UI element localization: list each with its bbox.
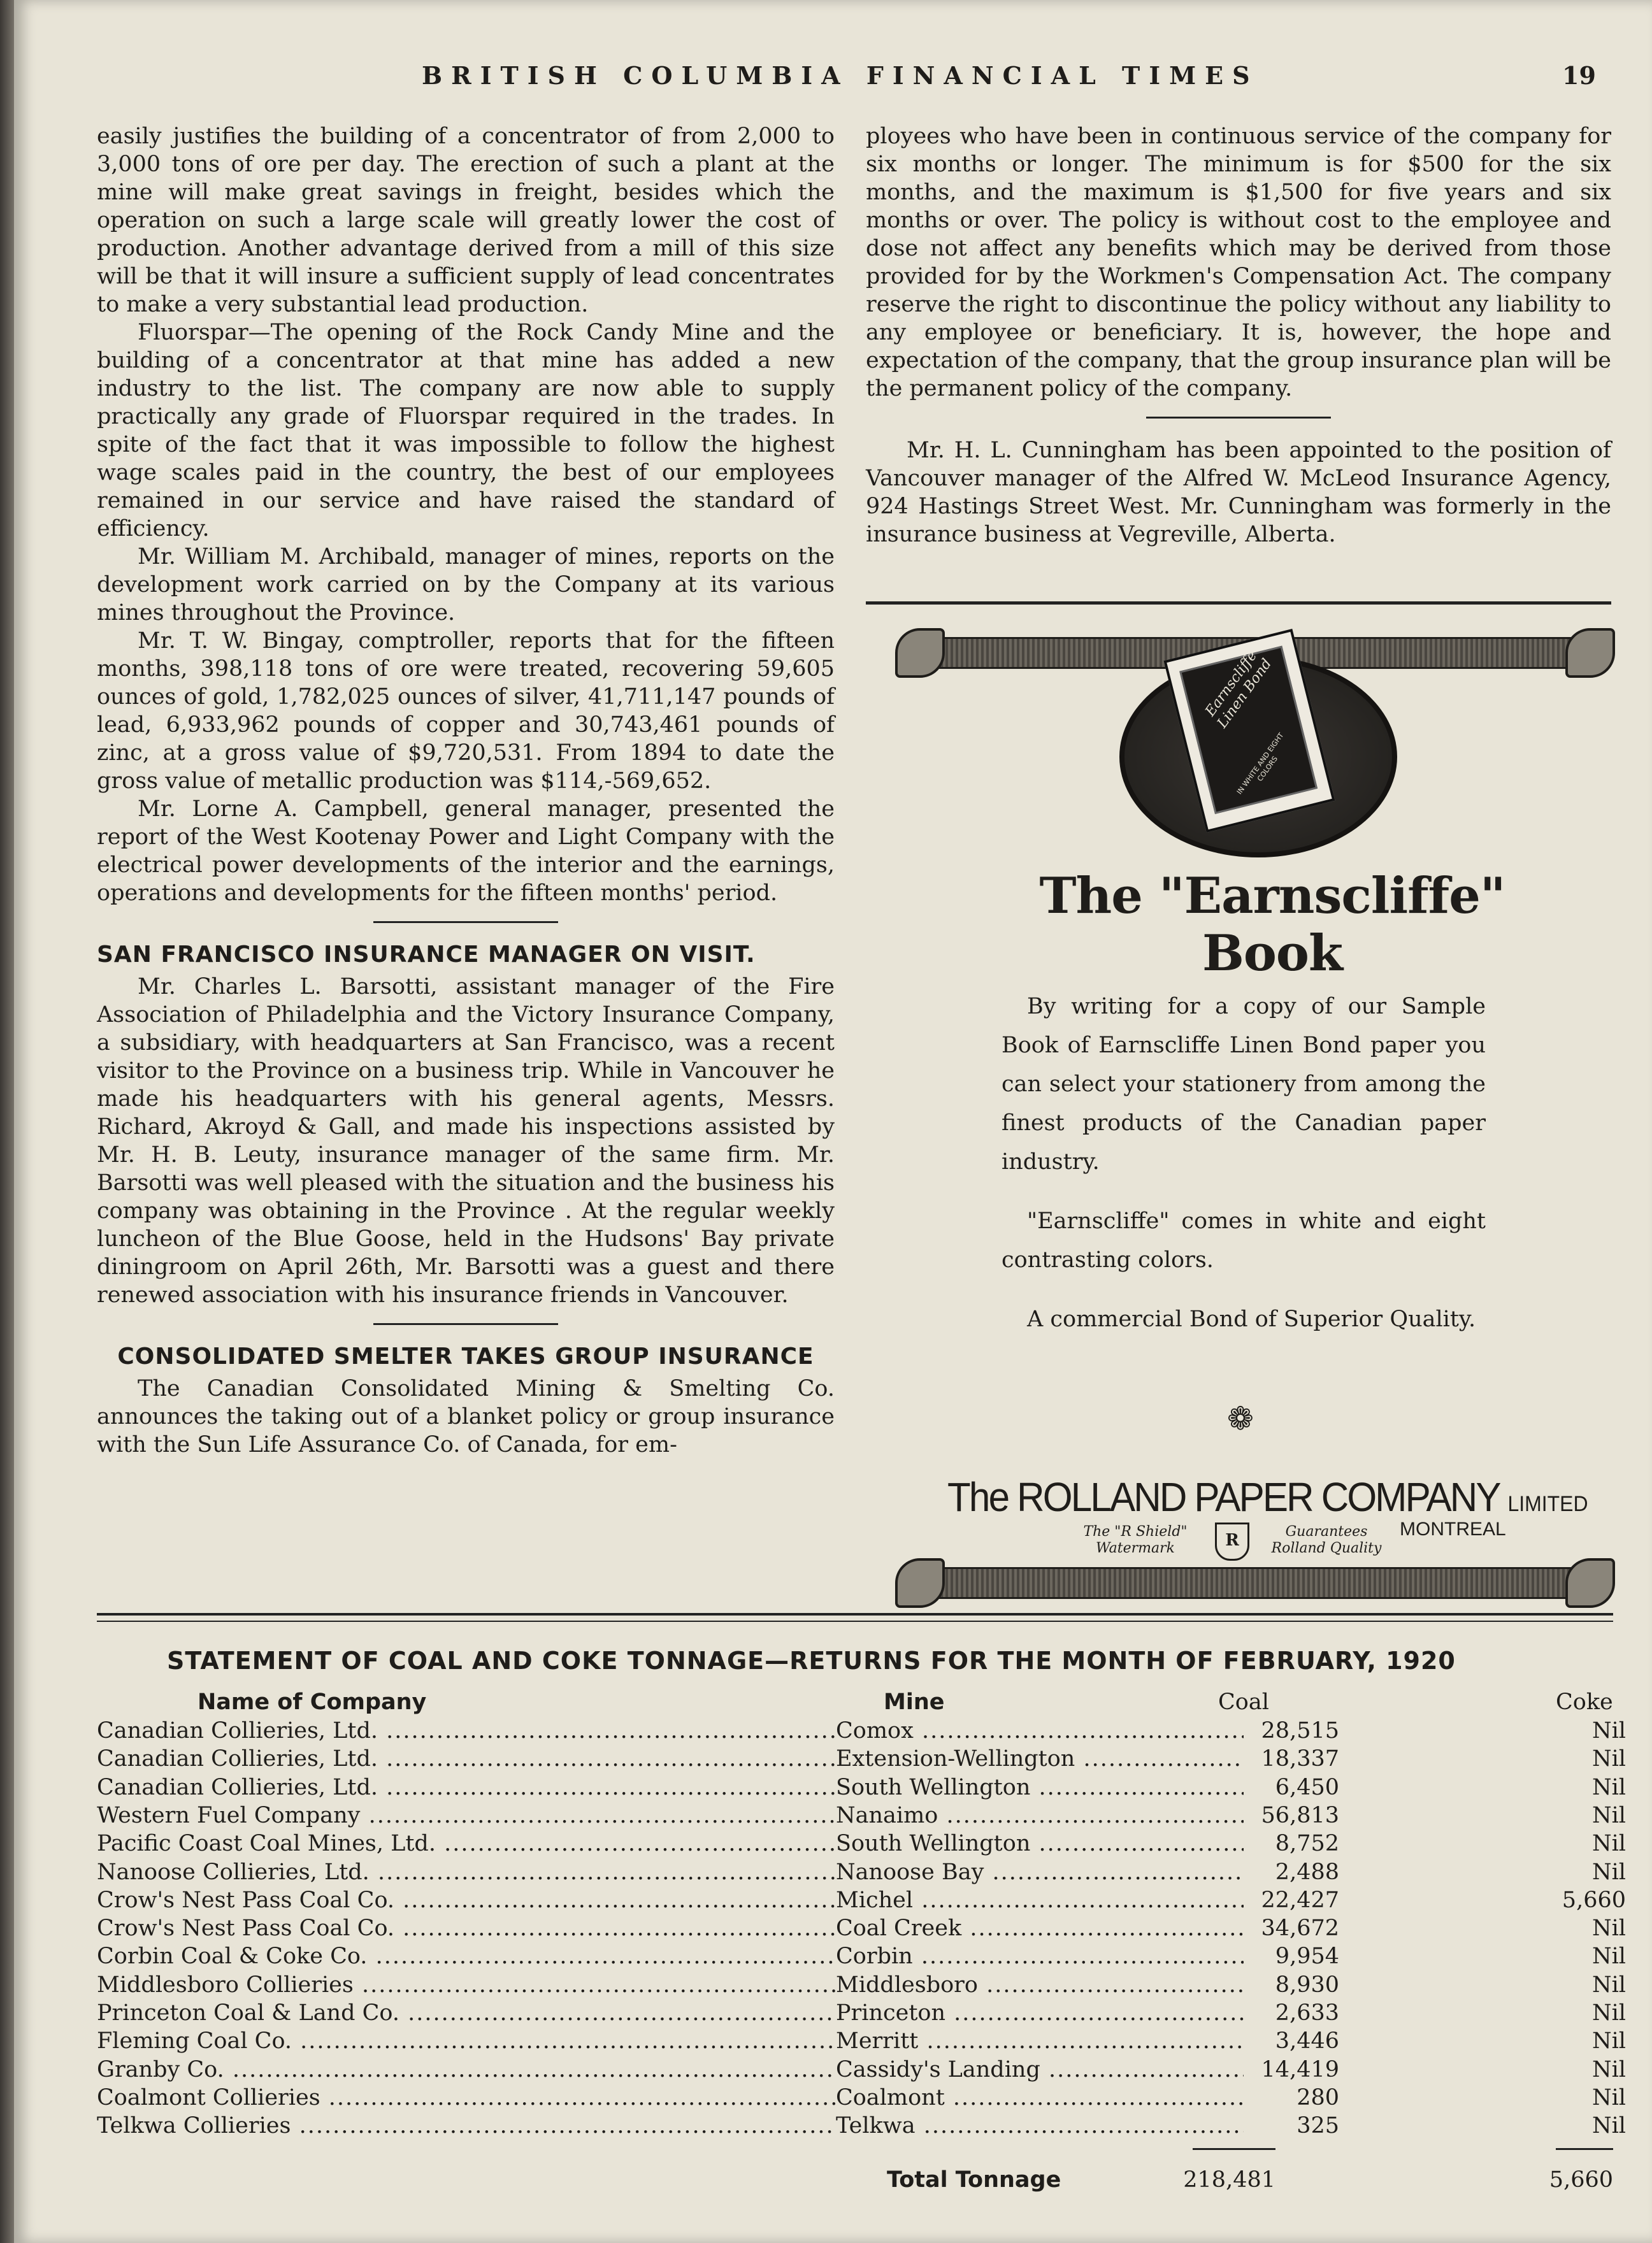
- coal-tonnage-cell: 9,954: [1275, 1944, 1339, 1970]
- table-row: [97, 2027, 1626, 2055]
- sf-insurance-paragraph: Mr. Charles L. Barsotti, assistant manager of the Fire Association of Philadelphia and the Victory Insurance Company, a subsidiary, with headquarters at San Francisco, was a recent visitor to the Province on a business trip. While in Vancouver he made his headquarters with his general agents, Messrs. Richard, Akroyd & Gall, and made his inspections assisted by Mr. H. B. Leuty, insurance manager of the same firm. Mr. Barsotti was well pleased with the situation and the business his company was obtaining in the Province . At the regular weekly luncheon of the Blue Goose, held in the Hudsons' Bay private diningroom on April 26th, Mr. Barsotti was a guest and there renewed association with his insurance friends in Vancouver.: [97, 974, 835, 1308]
- booklet-title: Earnscliffe Linen Bond: [1202, 648, 1275, 731]
- ad-top-rule: [866, 601, 1611, 605]
- mine-name-cell: Middlesboro .....: [836, 1971, 1244, 1999]
- running-head: BRITISH COLUMBIA FINANCIAL TIMES: [422, 61, 1259, 90]
- left-column: [97, 122, 835, 1459]
- ad-body: [1002, 987, 1486, 1359]
- coke-tonnage-cell: Nil: [1591, 1831, 1626, 1857]
- mine-name-cell: Michel .....: [836, 1886, 1244, 1914]
- section-divider: [373, 921, 558, 923]
- mine-name-cell: Cassidy's Landing .....: [836, 2056, 1244, 2084]
- coal-tonnage-cell: 6,450: [1275, 1774, 1339, 1800]
- table-row: [97, 1745, 1626, 1773]
- table-row: [97, 1942, 1626, 1970]
- article-paragraph: easily justifies the building of a concentrator of from 2,000 to 3,000 tons of ore per day. The erection of such a plant at the mine will make great savings in freight, besides which the operation on such a large scale will greatly lower the cost of production. Another advantage derived from a mill of this size will be that it will insure a sufficient supply of lead concentrates to make a very substantial lead production.: [97, 124, 835, 317]
- column-header-mine: Mine: [884, 1689, 945, 1715]
- company-name-cell: Nanoose Collieries, Ltd. .....: [97, 1858, 836, 1886]
- table-row: [97, 1717, 1626, 1745]
- page-number: 19: [1562, 61, 1596, 90]
- sf-insurance-heading: SAN FRANCISCO INSURANCE MANAGER ON VISIT.: [97, 942, 756, 968]
- company-name-cell: Granby Co. .....: [97, 2056, 836, 2084]
- mine-name-cell: Extension-Wellington .....: [836, 1745, 1244, 1773]
- article-paragraph: Mr. Lorne A. Campbell, general manager, presented the report of the West Kootenay Power and Light Company with the electrical power developments of the interior and the earnings, operations and developments for the fifteen months' period.: [97, 796, 835, 906]
- page-binding-edge: [0, 0, 14, 2243]
- mine-name-cell: Comox .....: [836, 1717, 1244, 1745]
- ad-body-paragraph: "Earnscliffe" comes in white and eight contrasting colors.: [1002, 1208, 1486, 1273]
- ad-scroll-ornament: [1565, 1558, 1615, 1608]
- table-row: [97, 2084, 1626, 2112]
- total-label: Total Tonnage: [887, 2167, 1061, 2193]
- coke-tonnage-cell: Nil: [1591, 1718, 1626, 1744]
- coke-tonnage-cell: Nil: [1591, 2000, 1626, 2026]
- coal-tonnage-cell: 56,813: [1261, 1802, 1339, 1828]
- mine-name-cell: Telkwa .....: [836, 2112, 1244, 2140]
- company-name-cell: Western Fuel Company .....: [97, 1802, 836, 1830]
- table-row: [97, 1999, 1626, 2027]
- smelter-heading: CONSOLIDATED SMELTER TAKES GROUP INSURANCE: [117, 1344, 814, 1370]
- ad-body-paragraph: By writing for a copy of our Sample Book of Earnscliffe Linen Bond paper you can select your stationery from among the finest products of the Canadian paper industry.: [1002, 994, 1486, 1175]
- coal-tonnage-cell: 28,515: [1261, 1718, 1339, 1744]
- table-row: [97, 2112, 1626, 2140]
- section-divider: [373, 1323, 558, 1325]
- coke-tonnage-cell: Nil: [1591, 2113, 1626, 2139]
- ad-headline: The "Earnscliffe" Book: [1039, 867, 1505, 982]
- coke-tonnage-cell: 5,660: [1562, 1887, 1626, 1913]
- article-paragraph: Fluorspar—The opening of the Rock Candy Mine and the building of a concentrator at that mine has added a new industry to the list. The company are now able to supply practically any grade of Fluorspar required in the trades. In spite of the fact that it was impossible to follow the highest wage scales paid in the country, the best of our employees remained in our service and have raised the standard of efficiency.: [97, 320, 835, 541]
- company-name-cell: Corbin Coal & Coke Co. .....: [97, 1942, 836, 1970]
- smelter-paragraph: The Canadian Consolidated Mining & Smelting Co. announces the taking out of a blanket policy or group insurance with the Sun Life Assurance Co. of Canada, for em-: [97, 1376, 835, 1458]
- table-top-rule-thin: [97, 1621, 1613, 1622]
- mine-name-cell: Coal Creek .....: [836, 1914, 1244, 1942]
- coal-tonnage-cell: 8,752: [1275, 1831, 1339, 1857]
- table-title: STATEMENT OF COAL AND COKE TONNAGE—RETURNS FOR THE MONTH OF FEBRUARY, 1920: [167, 1647, 1456, 1675]
- company-name-main: ROLLAND PAPER COMPANY: [1017, 1474, 1499, 1520]
- table-row: [97, 1886, 1626, 1914]
- coal-tonnage-cell: 280: [1296, 2084, 1339, 2110]
- company-city: MONTREAL: [1400, 1519, 1506, 1540]
- mine-name-cell: Corbin .....: [836, 1942, 1244, 1970]
- ad-scroll-ornament: [1565, 628, 1615, 678]
- coke-tonnage-cell: Nil: [1591, 1944, 1626, 1970]
- table-row: [97, 1858, 1626, 1886]
- ad-scroll-ornament: [895, 628, 945, 678]
- coke-tonnage-cell: Nil: [1591, 2028, 1626, 2054]
- total-rule-coal: [1193, 2148, 1275, 2150]
- coal-tonnage-cell: 2,488: [1275, 1859, 1339, 1885]
- ad-ornamental-bar-bottom: [903, 1567, 1607, 1599]
- coke-tonnage-cell: Nil: [1591, 1802, 1626, 1828]
- coal-tonnage-cell: 2,633: [1275, 2000, 1339, 2026]
- mine-name-cell: Merritt .....: [836, 2027, 1244, 2055]
- table-top-rule: [97, 1613, 1613, 1616]
- coal-tonnage-cell: 8,930: [1275, 1972, 1339, 1998]
- cunningham-paragraph: Mr. H. L. Cunningham has been appointed to the position of Vancouver manager of the Alfred W. McLeod Insurance Agency, 924 Hastings Street West. Mr. Cunningham was formerly in the insurance business at Vegreville, Alberta.: [866, 438, 1611, 547]
- total-rule-coke: [1556, 2148, 1613, 2150]
- coke-tonnage-cell: Nil: [1591, 1972, 1626, 1998]
- coke-tonnage-cell: Nil: [1591, 2056, 1626, 2082]
- mine-name-cell: South Wellington .....: [836, 1774, 1244, 1802]
- mine-name-cell: Princeton .....: [836, 1999, 1244, 2027]
- company-suffix: LIMITED: [1507, 1492, 1588, 1516]
- column-header-coal: Coal: [1218, 1689, 1269, 1715]
- company-name-cell: Telkwa Collieries .....: [97, 2112, 836, 2140]
- mine-name-cell: Coalmont .....: [836, 2084, 1244, 2112]
- table-row: [97, 1971, 1626, 1999]
- total-coal: 218,481: [1183, 2167, 1275, 2193]
- right-column: [866, 122, 1611, 548]
- ad-scroll-ornament: [895, 1558, 945, 1608]
- coal-tonnage-cell: 22,427: [1261, 1887, 1339, 1913]
- table-row: [97, 1774, 1626, 1802]
- coal-tonnage-cell: 325: [1296, 2113, 1339, 2139]
- coal-tonnage-cell: 3,446: [1275, 2028, 1339, 2054]
- magazine-page: [14, 0, 1652, 2243]
- column-header-coke: Coke: [1556, 1689, 1613, 1715]
- coke-tonnage-cell: Nil: [1591, 1746, 1626, 1772]
- section-divider: [1146, 417, 1331, 419]
- earnscliffe-advertisement: [903, 631, 1604, 1605]
- company-name-cell: Crow's Nest Pass Coal Co. .....: [97, 1914, 836, 1942]
- table-row: [97, 2056, 1626, 2084]
- table-row: [97, 1830, 1626, 1858]
- company-name-cell: Canadian Collieries, Ltd. .....: [97, 1774, 836, 1802]
- coke-tonnage-cell: Nil: [1591, 1774, 1626, 1800]
- company-name-cell: Princeton Coal & Land Co. .....: [97, 1999, 836, 2027]
- booklet-caption: IN WHITE AND EIGHT COLORS: [1235, 731, 1286, 796]
- article-paragraph: Mr. William M. Archibald, manager of mines, reports on the development work carried on by the Company at its various mines throughout the Province.: [97, 544, 835, 626]
- article-paragraph: Mr. T. W. Bingay, comptroller, reports that for the fifteen months, 398,118 tons of ore were treated, recovering 59,605 ounces of gold, 1,782,025 ounces of silver, 41,711,147 pounds of lead, 6,933,962 pounds of copper and 30,743,461 pounds of zinc, at a gross value of $9,720,531. From 1894 to date the gross value of metallic production was $114,-569,652.: [97, 628, 835, 794]
- flower-ornament-icon: ❁: [1227, 1400, 1254, 1437]
- r-shield-logo-icon: R: [1215, 1523, 1249, 1561]
- coke-tonnage-cell: Nil: [1591, 2084, 1626, 2110]
- company-name-cell: Canadian Collieries, Ltd. .....: [97, 1717, 836, 1745]
- company-name-cell: Middlesboro Collieries .....: [97, 1971, 836, 1999]
- company-name-cell: Canadian Collieries, Ltd. .....: [97, 1745, 836, 1773]
- coke-tonnage-cell: Nil: [1591, 1859, 1626, 1885]
- total-coke: 5,660: [1549, 2167, 1613, 2193]
- company-name-cell: Fleming Coal Co. .....: [97, 2027, 836, 2055]
- table-row: [97, 1802, 1626, 1830]
- coke-tonnage-cell: Nil: [1591, 1916, 1626, 1942]
- coal-tonnage-cell: 14,419: [1261, 2056, 1339, 2082]
- ad-body-paragraph: A commercial Bond of Superior Quality.: [1027, 1307, 1476, 1332]
- coal-tonnage-cell: 18,337: [1261, 1746, 1339, 1772]
- tagline-guarantee: Guarantees Rolland Quality: [1271, 1524, 1382, 1556]
- company-prefix: The: [947, 1474, 1009, 1520]
- mine-name-cell: Nanoose Bay .....: [836, 1858, 1244, 1886]
- table-row: [97, 1914, 1626, 1942]
- company-name-cell: Crow's Nest Pass Coal Co. .....: [97, 1886, 836, 1914]
- company-name-cell: Pacific Coast Coal Mines, Ltd. .....: [97, 1830, 836, 1858]
- company-name-cell: Coalmont Collieries .....: [97, 2084, 836, 2112]
- tagline-watermark: The "R Shield" Watermark: [1083, 1524, 1188, 1556]
- mine-name-cell: South Wellington .....: [836, 1830, 1244, 1858]
- group-insurance-continuation: ployees who have been in continuous service of the company for six months or longer. The minimum is for $500 for the six months, and the maximum is $1,500 for five years and six months or over. The policy is without cost to the employee and dose not affect any benefits which may be derived from those provided for by the Workmen's Compensation Act. The company reserve the right to discontinue the policy without any liability to any employee or beneficiary. It is, however, the hope and expectation of the company, that the group insurance plan will be the permanent policy of the company.: [866, 124, 1611, 401]
- coal-tonnage-cell: 34,672: [1261, 1916, 1339, 1942]
- column-header-company: Name of Company: [198, 1689, 427, 1715]
- mine-name-cell: Nanaimo .....: [836, 1802, 1244, 1830]
